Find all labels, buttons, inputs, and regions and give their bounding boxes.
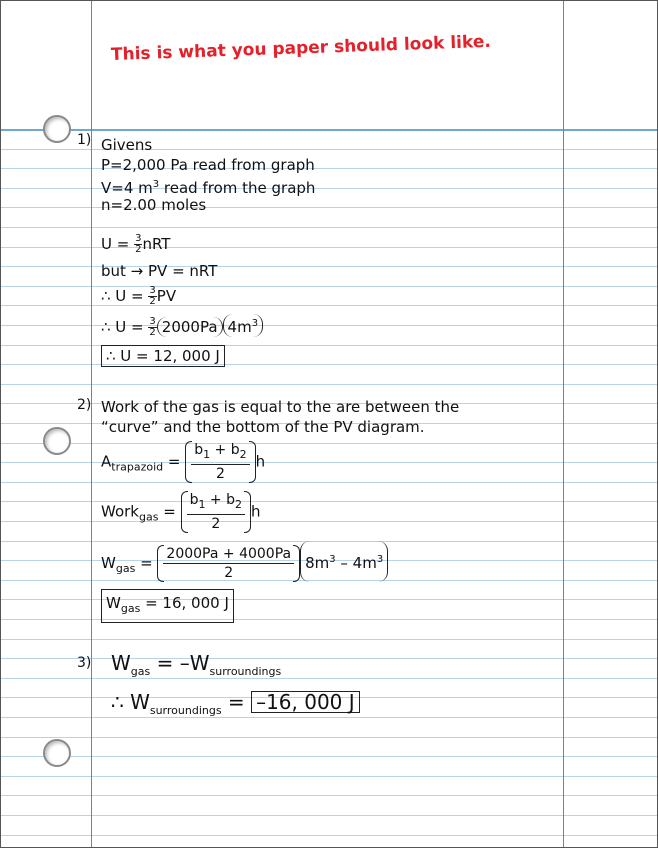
ruled-line: [1, 658, 657, 659]
ruled-line: [1, 482, 657, 483]
problem-1-number: 1): [77, 132, 92, 148]
ruled-line: [1, 364, 657, 365]
equation-ideal-gas: but → PV = nRT: [101, 262, 218, 280]
problem-3-number: 3): [77, 655, 92, 671]
ruled-line: [1, 443, 657, 444]
ruled-line: [1, 325, 657, 326]
equation-work-gas: Work$_{gas}$ = $\frac{b_1 + b_2}{2}$ h: [101, 492, 261, 532]
ruled-line: [1, 462, 657, 463]
ruled-line: [1, 599, 657, 600]
givens-pressure: P=2,000 Pa read from graph: [101, 156, 315, 174]
punch-hole-bottom: [43, 739, 71, 767]
ruled-line: [1, 737, 657, 738]
left-margin-line: [91, 1, 92, 847]
equation-internal-energy: U = $\frac{3}{2}$ nRT: [101, 233, 171, 255]
givens-moles: n=2.00 moles: [101, 196, 207, 214]
punch-hole-middle: [43, 427, 71, 455]
ruled-line: [1, 776, 657, 777]
right-margin-line: [563, 1, 564, 847]
equation-work-surroundings: $W_{gas} = -W_{surroundings}$: [111, 651, 282, 678]
work-description-line-2: “curve” and the bottom of the PV diagram.: [101, 418, 425, 436]
ruled-line: [1, 207, 657, 208]
equation-values: ∴ U = $\frac{3}{2}$ 2000Pa $4m^3$: [101, 314, 263, 338]
ruled-line: [1, 129, 657, 131]
answer-line-3: ∴ $W_{surroundings} = -16$, 000 J: [111, 691, 360, 721]
ruled-line: [1, 756, 657, 757]
ruled-line: [1, 227, 657, 228]
ruled-line: [1, 266, 657, 267]
ruled-line: [1, 286, 657, 287]
ruled-line: [1, 188, 657, 189]
equation-work-values: $W_{gas}$ = $\frac{2000Pa + 4000Pa}{2}$ $8m^3 - 4m^3$: [101, 541, 388, 588]
equation-substitution: ∴ U = $\frac{3}{2}$ PV: [101, 285, 177, 307]
ruled-line: [1, 501, 657, 502]
ruled-line: [1, 247, 657, 248]
equation-trapezoid-area: $A_{trapazoid}$ = $\frac{b_1 + b_2}{2}$ h: [101, 442, 266, 482]
answer-box-1: ∴ U = 12, 000 J: [101, 345, 225, 367]
ruled-line: [1, 678, 657, 679]
ruled-line: [1, 149, 657, 150]
givens-volume: V=4 $m^3$ read from the graph: [101, 179, 316, 197]
answer-box-2: $W_{gas} = 16$, 000 J: [101, 589, 234, 623]
ruled-line: [1, 345, 657, 346]
ruled-line: [1, 795, 657, 796]
page-title: This is what you paper should look like.: [110, 31, 492, 65]
answer-box-3: –16, 000 J: [251, 691, 360, 713]
work-description-line-1: Work of the gas is equal to the are between the: [101, 398, 460, 416]
ruled-line: [1, 168, 657, 169]
givens-heading: Givens: [101, 136, 153, 154]
punch-hole-top: [43, 115, 71, 143]
ruled-line: [1, 619, 657, 620]
problem-2-number: 2): [77, 397, 92, 413]
ruled-line: [1, 815, 657, 816]
ruled-line: [1, 835, 657, 836]
ruled-line: [1, 639, 657, 640]
ruled-line: [1, 521, 657, 522]
ruled-line: [1, 305, 657, 306]
ruled-line: [1, 384, 657, 385]
